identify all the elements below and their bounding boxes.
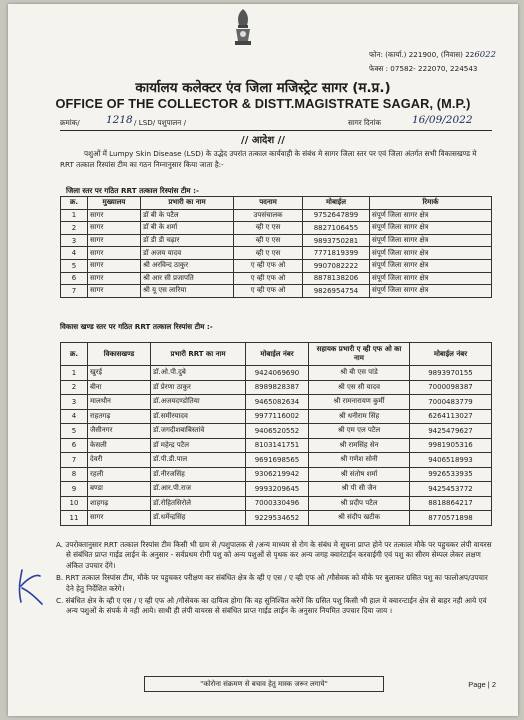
block-table-row [61, 380, 492, 395]
district-table-row [61, 285, 492, 298]
table-cell: 1 [61, 366, 88, 381]
table-cell: 4 [61, 247, 88, 260]
table-cell: श्री रामनारायण कुर्मी [309, 395, 410, 410]
table-cell: 9 [61, 482, 88, 497]
column-header: विकासखण्ड [88, 343, 151, 366]
date-value: 16/09/2022 [412, 114, 473, 126]
table-cell: डॉ बी के शर्मा [141, 222, 234, 235]
table-cell: सागर [88, 247, 141, 260]
table-header-row [61, 197, 492, 210]
block-table-row [61, 482, 492, 497]
intro-paragraph: पशुओं में Lumpy Skin Disease (LSD) के उद्भेद उपरांत तत्काल कार्यवाही के संबंध मे सागर जिला स्तर पर एवं जिला अंतर्गत सभी विकासखण्ड मे RRT तत्काल रिस्पांस टीम का गठन निम्नानुसार किया जाता है:- [60, 149, 477, 170]
table-header-row [61, 343, 492, 366]
table-cell: श्री संतोष शर्मा [309, 467, 410, 482]
column-header: रिमार्क [370, 197, 492, 210]
table-cell: सागर [88, 234, 141, 247]
table-cell: ए व्ही एफ ओ [234, 285, 303, 298]
table-cell: 7771819399 [303, 247, 370, 260]
table-cell: 7000098387 [410, 380, 492, 395]
instruction-c: C. संबंधित क्षेत्र के व्ही ए एस / ए व्ही एफ ओ /गौसेवक का दायित्व होगा कि वह सुनिश्चित करेगें कि ग्रसित पशु किसी भी हाल मे क्वारन्टाईन क्षेत्र से बाहर नही आये एवं अन्य पशुओं के संपर्क मे नही आये। साथी ही लंपी वायरस से संबंधित प्राप्त गाईड लाईन के अनुसार नियमित उपचार दिया जाय । [56, 596, 487, 616]
table-cell: 8818864217 [410, 496, 492, 511]
table-cell: संपूर्ण जिला सागर क्षेत्र [370, 222, 492, 235]
table-cell: डॉ डी डी चढ़ार [141, 234, 234, 247]
table-cell: 5 [61, 259, 88, 272]
block-table-row [61, 424, 492, 439]
table-cell: राहतगढ़ [88, 409, 151, 424]
block-table-row [61, 453, 492, 468]
table-cell: व्ही ए एस [234, 247, 303, 260]
block-table-row [61, 467, 492, 482]
table-cell: श्री अरविन्द ठाकुर [141, 259, 234, 272]
table-cell: 8827106455 [303, 222, 370, 235]
district-table-row [61, 222, 492, 235]
table-cell: डॉ.धर्मेन्द्रसिंह [151, 511, 246, 526]
block-table-row [61, 438, 492, 453]
table-cell: संपूर्ण जिला सागर क्षेत्र [370, 272, 492, 285]
table-cell: 9752647899 [303, 209, 370, 222]
table-cell: 4 [61, 409, 88, 424]
table-cell: 9926533935 [410, 467, 492, 482]
table-cell: श्री गणेश सोनी [309, 453, 410, 468]
instruction-b: B. RRT तत्काल रिस्पांस टीम, मौके पर पहुचकर परीक्षण कर संबंधित क्षेत्र के व्ही ए एस / ए व्ही एफ ओ /गौसेवक को मौके पर बुलाकर ग्रसित पशु का फालोअप/उपचार देने हेतु निर्देशित करेगे। [56, 573, 488, 593]
block-table-row [61, 366, 492, 381]
table-cell: श्री एस सी यादव [309, 380, 410, 395]
table-cell: 5 [61, 424, 88, 439]
table-cell: 7000483779 [410, 395, 492, 410]
column-header: मोबाईल नंबर [410, 343, 492, 366]
column-header: क्र. [61, 197, 88, 210]
column-header: मुख्यालय [88, 197, 141, 210]
ref-label: क्रमांक/ [60, 118, 80, 127]
column-header: सहायक प्रभारी ए व्ही एफ ओ का नाम [309, 343, 410, 366]
table-cell: 1 [61, 209, 88, 222]
reference-line [60, 114, 492, 131]
table-cell: केसली [88, 438, 151, 453]
district-table-row [61, 234, 492, 247]
block-team-heading: विकास खण्ड स्तर पर गठित RRT तत्काल रिस्पांस टीम :- [60, 322, 213, 331]
table-cell: 9907082222 [303, 259, 370, 272]
table-cell: ए व्ही एफ ओ [234, 272, 303, 285]
table-cell: खुरई [88, 366, 151, 381]
column-header: प्रभारी RRT का नाम [151, 343, 246, 366]
table-cell: 7 [61, 453, 88, 468]
table-cell: 6264113027 [410, 409, 492, 424]
table-cell: डॉ प्रेरणा ठाकुर [151, 380, 246, 395]
table-cell: श्री यू एस लारिया [141, 285, 234, 298]
table-cell: डॉ.समीरयादव [151, 409, 246, 424]
order-title: // आदेश // [241, 135, 285, 146]
table-cell: व्ही ए एस [234, 234, 303, 247]
date-label: सागर दिनांक [348, 118, 382, 127]
table-cell: सागर [88, 272, 141, 285]
table-cell: श्री एम एल पटैल [309, 424, 410, 439]
column-header: मोबाईल नंबर [246, 343, 309, 366]
office-title-hindi: कार्यालय कलेक्टर एंव जिला मजिस्ट्रेट सागर (म.प्र.) [135, 80, 391, 96]
table-cell: मालथौन [88, 395, 151, 410]
table-cell: 9424069690 [246, 366, 309, 381]
table-cell: व्ही ए एस [234, 222, 303, 235]
column-header: प्रभारी का नाम [141, 197, 234, 210]
table-cell: सागर [88, 511, 151, 526]
instruction-a: A. उपरोक्तानुसार RRT तत्काल रिस्पांस टीम किसी भी ग्राम से /पशुपालक से /अन्य माध्यम से रोग के संबंध मे सूचना प्राप्त होने पर तत्काल मौके पर पहुचकर लंपी वायरस से संबंधित प्राप्त गाईड लाईन के अनुसार - सर्वप्रथम रोगी पशु को अन्य पशुओं से पृथक कर अन्य जगह क्वारंटाईन करवाईगी एवं पशु का सीरम सेम्पल लेकर लक्षण अंकित उपचार देंगे। [56, 540, 492, 570]
table-cell: श्री आर सी प्रजापति [141, 272, 234, 285]
table-cell: 9306219942 [246, 467, 309, 482]
table-cell: डॉ.नीरजसिंह [151, 467, 246, 482]
table-cell: उपसंचालक [234, 209, 303, 222]
table-cell: डॉ.ओ.पी.दुबे [151, 366, 246, 381]
table-cell: सागर [88, 285, 141, 298]
district-team-heading: जिला स्तर पर गठित RRT तत्काल रिस्पांस टीम :- [66, 186, 199, 195]
table-cell: 9425479627 [410, 424, 492, 439]
table-cell: 8989828387 [246, 380, 309, 395]
office-title-english: OFFICE OF THE COLLECTOR & DISTT.MAGISTRATE SAGAR, (M.P.) [55, 96, 471, 111]
table-cell: 6 [61, 438, 88, 453]
table-cell: 2 [61, 380, 88, 395]
table-cell: डॉ.रोहितसिरोले [151, 496, 246, 511]
district-table-row [61, 247, 492, 260]
block-table-row [61, 511, 492, 526]
table-cell: 9977116002 [246, 409, 309, 424]
table-cell: 9981905316 [410, 438, 492, 453]
table-cell: देवरी [88, 453, 151, 468]
district-table-row [61, 209, 492, 222]
table-cell: 9406518993 [410, 453, 492, 468]
ref-dept: / LSD/ पशुपालन / [134, 118, 186, 127]
table-cell: बण्डा [88, 482, 151, 497]
block-table-row [61, 409, 492, 424]
table-cell: संपूर्ण जिला सागर क्षेत्र [370, 259, 492, 272]
table-cell: सागर [88, 222, 141, 235]
table-cell: 10 [61, 496, 88, 511]
table-cell: संपूर्ण जिला सागर क्षेत्र [370, 247, 492, 260]
table-cell: 2 [61, 222, 88, 235]
table-cell: 9993209645 [246, 482, 309, 497]
fax-line: फेक्स : 07582- 222070, 224543 [369, 64, 478, 73]
table-cell: संपूर्ण जिला सागर क्षेत्र [370, 285, 492, 298]
table-cell: 8770571898 [410, 511, 492, 526]
table-cell: 9826954754 [303, 285, 370, 298]
table-cell: 7000330496 [246, 496, 309, 511]
table-cell: 9691698565 [246, 453, 309, 468]
page-number: Page | 2 [468, 680, 496, 689]
table-cell: श्री रामसिंह सेन [309, 438, 410, 453]
handwritten-mark-icon [12, 564, 46, 610]
table-cell: डॉ महेन्द्र पटैल [151, 438, 246, 453]
table-cell: डॉ.जगदीशबाबिस्तांवे [151, 424, 246, 439]
block-table-row [61, 496, 492, 511]
table-cell: सागर [88, 209, 141, 222]
state-emblem-icon [230, 7, 256, 47]
table-cell: संपूर्ण जिला सागर क्षेत्र [370, 234, 492, 247]
table-cell: 9425453772 [410, 482, 492, 497]
document-page [8, 4, 518, 716]
table-cell: 8103141751 [246, 438, 309, 453]
table-cell: 3 [61, 234, 88, 247]
footer-slogan: "कोरोना संक्रमण से बचाव हेतु मास्क जरूर लगाये" [144, 676, 384, 692]
table-cell: 11 [61, 511, 88, 526]
table-cell: 9406520552 [246, 424, 309, 439]
table-cell: श्री संदीप खटीक [309, 511, 410, 526]
column-header: क्र. [61, 343, 88, 366]
table-cell: श्री प्रदीप पटैल [309, 496, 410, 511]
table-cell: 3 [61, 395, 88, 410]
table-cell: डॉ बी के पटैल [141, 209, 234, 222]
table-cell: डॉ.अजयदण्डोतिया [151, 395, 246, 410]
phone-line: फोन: (कार्या.) 221900, (निवास) 226022 [369, 50, 496, 60]
table-cell: 9465082634 [246, 395, 309, 410]
district-table-row [61, 272, 492, 285]
instructions [56, 540, 492, 619]
table-cell: डॉ अजय यादव [141, 247, 234, 260]
contact-info [369, 48, 496, 75]
table-cell: बीना [88, 380, 151, 395]
table-cell: 8 [61, 467, 88, 482]
column-header: पदनाम [234, 197, 303, 210]
table-cell: संपूर्ण जिला सागर क्षेत्र [370, 209, 492, 222]
table-cell: 9893750281 [303, 234, 370, 247]
table-cell: सागर [88, 259, 141, 272]
block-table-row [61, 395, 492, 410]
table-cell: रहली [88, 467, 151, 482]
table-cell: श्री पी सी जैन [309, 482, 410, 497]
table-cell: 6 [61, 272, 88, 285]
table-cell: ए व्ही एफ ओ [234, 259, 303, 272]
table-cell: 7 [61, 285, 88, 298]
column-header: मोबाईल [303, 197, 370, 210]
table-cell: श्री धनीराम सिंह [309, 409, 410, 424]
district-team-table [60, 196, 492, 298]
table-cell: 9229534652 [246, 511, 309, 526]
table-cell: डॉ.आर.पी.राज [151, 482, 246, 497]
table-cell: डॉ.पी.डी.पाल [151, 453, 246, 468]
table-cell: शाहगढ़ [88, 496, 151, 511]
district-table-row [61, 259, 492, 272]
table-cell: 8878138206 [303, 272, 370, 285]
table-cell: जैसीनगर [88, 424, 151, 439]
block-team-table [60, 342, 492, 526]
table-cell: 9893970155 [410, 366, 492, 381]
ref-number: 1218 [106, 114, 133, 126]
table-cell: श्री बी एस पांडे [309, 366, 410, 381]
